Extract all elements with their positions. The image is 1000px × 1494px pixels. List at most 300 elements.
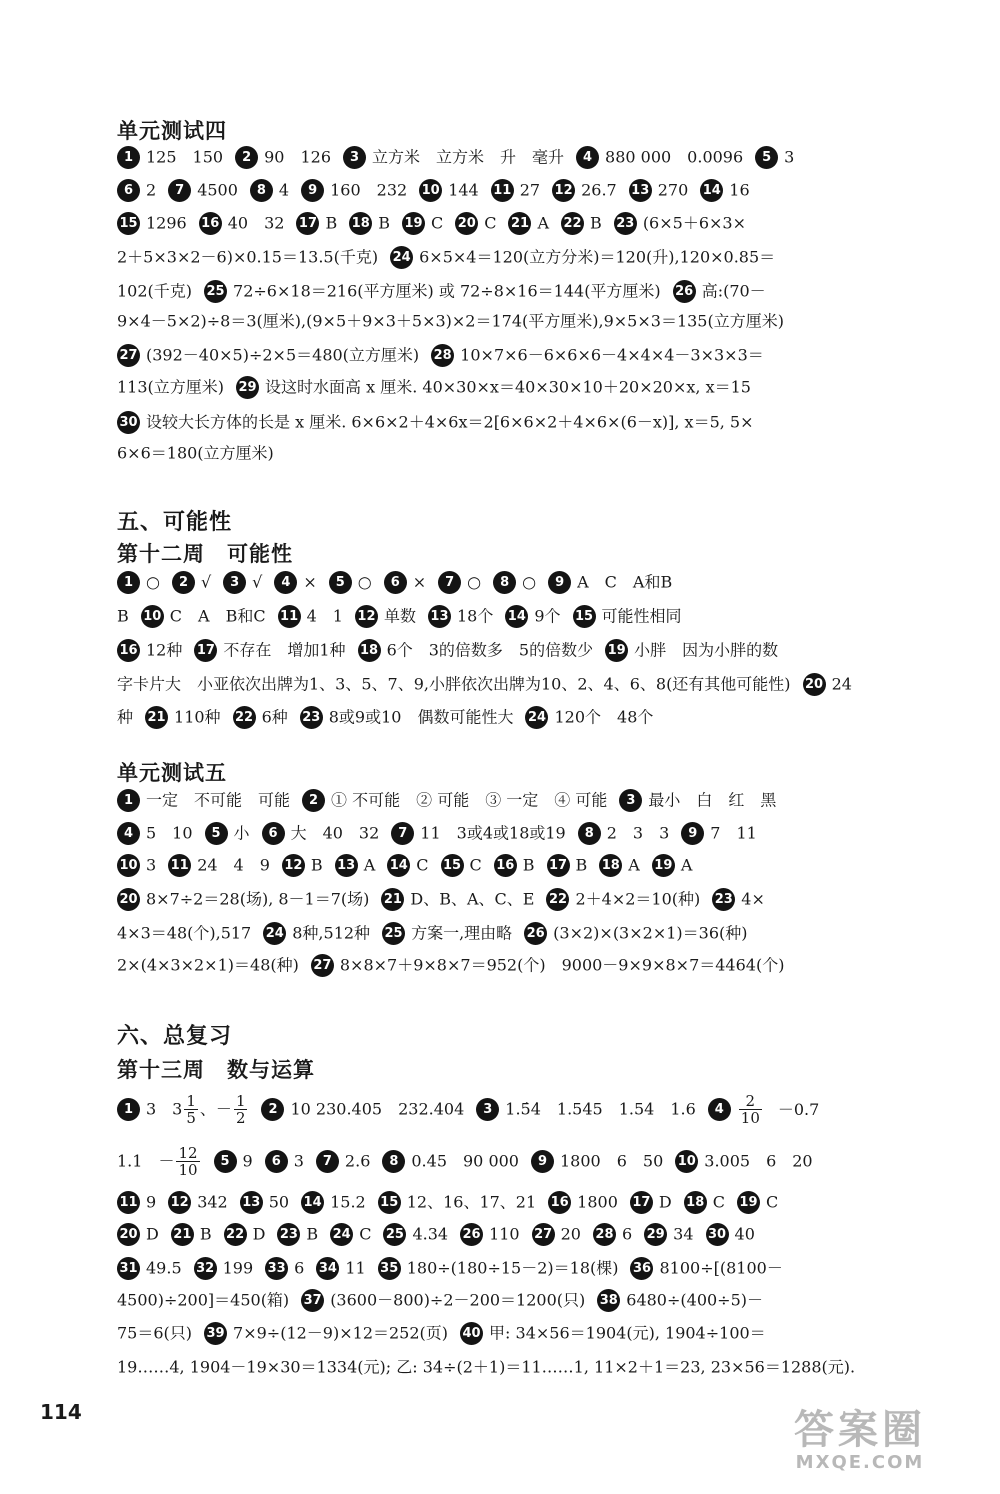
question-number-badge: 29 [644, 1223, 667, 1246]
question-number-badge: 19 [737, 1191, 760, 1214]
answer-item [505, 601, 560, 631]
answer-item [172, 567, 211, 597]
answer-text: 342 [197, 1192, 228, 1212]
question-number-badge: 18 [349, 212, 372, 235]
answer-text: 1.1 － [117, 1151, 175, 1171]
answer-text: 甲: 34×56＝1904(元), 1904÷100＝ [489, 1323, 766, 1343]
answer-text: 10×7×6－6×6×6－4×4×4－3×3×3＝ [460, 345, 764, 365]
answer-item [491, 175, 540, 205]
answer-item [384, 567, 426, 597]
question-number-badge: 16 [494, 854, 517, 877]
answer-text: 种 [117, 707, 134, 727]
answer-item [117, 175, 156, 205]
answer-text: 9 [242, 1151, 253, 1171]
answer-item [329, 567, 372, 597]
answer-item [296, 208, 337, 238]
question-number-badge: 5 [205, 822, 228, 845]
answer-text: 1.5̇4̇ 1.545 1.54 1.6 [505, 1099, 696, 1119]
question-number-badge: 35 [378, 1257, 401, 1280]
answer-item [199, 208, 285, 238]
answer-line [117, 438, 952, 468]
answer-text: 8×7÷2＝28(场), 8－1＝7(场) [146, 889, 370, 909]
answer-item [316, 1146, 370, 1175]
question-number-badge: 5 [214, 1150, 237, 1173]
question-number-badge: 39 [204, 1322, 227, 1345]
answer-text: 6×6＝180(立方厘米) [117, 443, 274, 463]
answer-text: 最小 白 红 黑 [648, 790, 777, 810]
answer-text: 3 [293, 1151, 304, 1171]
answer-item [117, 1285, 289, 1315]
answer-item [117, 702, 133, 732]
answer-item [593, 1219, 632, 1249]
question-number-badge: 16 [117, 639, 140, 662]
answer-item [117, 306, 784, 336]
question-number-badge: 31 [117, 1257, 140, 1280]
answer-text: 2 [146, 180, 157, 200]
answer-item [282, 850, 323, 880]
question-number-badge: 22 [546, 888, 569, 911]
answer-text: 0.45 90 000 [411, 1151, 519, 1171]
answer-text: B [325, 213, 338, 233]
question-number-badge: 8 [493, 571, 516, 594]
watermark-line-1: 答案圈 [794, 1407, 926, 1453]
answer-item [531, 1146, 663, 1175]
question-number-badge: 2 [172, 571, 195, 594]
answer-text: B [199, 1224, 212, 1244]
question-number-badge: 38 [597, 1289, 620, 1312]
answer-item [597, 1285, 763, 1315]
answer-text: 设较大长方体的长是 x 厘米. 6×6×2＋4×6x＝2[6×6×2＋4×6×(6－x)], x＝5, 5× [146, 412, 754, 432]
answer-item [117, 1318, 192, 1348]
answer-text: 110种 [174, 707, 221, 727]
answer-item [599, 850, 640, 880]
question-number-badge: 30 [706, 1223, 729, 1246]
question-number-badge: 9 [548, 571, 571, 594]
answer-text: B [378, 213, 390, 233]
answer-text: D、B、A、C、E [410, 889, 535, 909]
answer-item [233, 702, 288, 732]
question-number-badge: 5 [329, 571, 352, 594]
answer-item [117, 407, 754, 437]
question-number-badge: 19 [402, 212, 425, 235]
answer-item [508, 208, 549, 238]
fraction-numerator: 2 [739, 1093, 762, 1110]
answer-text: 高:(70－ [701, 281, 766, 301]
question-number-badge: 6 [265, 1150, 288, 1173]
answer-line [117, 702, 952, 732]
answer-text: 180÷(180÷15－2)＝18(棵) [406, 1258, 619, 1278]
answer-text: 8或9或10 偶数可能性大 [328, 707, 514, 727]
question-number-badge: 12 [282, 854, 305, 877]
answer-text: 16 [729, 180, 750, 200]
answer-item [265, 1146, 304, 1175]
question-number-badge: 22 [224, 1223, 247, 1246]
answer-line [117, 340, 952, 370]
answer-item [619, 785, 776, 815]
answer-text: A [628, 855, 640, 875]
question-number-badge: 15 [441, 854, 464, 877]
answer-text: 9×4－5×2)÷8＝3(厘米),(9×5＋9×3＋5×3)×2＝174(平方厘米),9×5×3＝135(立方厘米) [117, 311, 784, 331]
answer-text: 27 [519, 180, 541, 200]
question-number-badge: 7 [391, 822, 414, 845]
answer-text: 113(立方厘米) [117, 377, 225, 397]
answer-text: 120个 48个 [554, 707, 654, 727]
question-number-badge: 18 [358, 639, 381, 662]
question-number-badge: 36 [630, 1257, 653, 1280]
answer-text: ○ [146, 572, 160, 592]
fraction-denominator: 2 [235, 1109, 246, 1123]
answer-line [117, 407, 952, 437]
answer-item [460, 1219, 520, 1249]
answer-text: 270 [657, 180, 689, 200]
answer-text: C [359, 1224, 372, 1244]
answer-item [383, 1219, 448, 1249]
question-number-badge: 8 [382, 1150, 405, 1173]
answer-text: B [522, 855, 535, 875]
question-number-badge: 11 [117, 1191, 140, 1214]
answer-text: 880 000 0.0096 [605, 147, 744, 167]
question-number-badge: 1 [117, 571, 140, 594]
answer-text-after: －0.7 [777, 1099, 820, 1119]
answer-item [300, 702, 514, 732]
question-number-badge: 2 [261, 1098, 284, 1121]
answer-text: 1800 [577, 1192, 618, 1212]
answer-item [301, 1285, 585, 1315]
question-number-badge: 6 [117, 179, 140, 202]
question-number-badge: 26 [460, 1223, 483, 1246]
fraction [184, 1093, 198, 1123]
answer-text: B [310, 855, 323, 875]
answer-item [652, 850, 693, 880]
answer-item [117, 669, 791, 699]
answer-item [224, 1219, 266, 1249]
question-number-badge: 1 [117, 146, 140, 169]
question-number-badge: 12 [355, 605, 378, 628]
question-number-badge: 16 [548, 1191, 571, 1214]
answer-text: √ [252, 572, 263, 592]
answer-item [525, 702, 653, 732]
answer-text: 26.7 [581, 180, 617, 200]
question-number-badge: 14 [505, 605, 528, 628]
answer-item [117, 1145, 202, 1175]
answer-text: 50 [268, 1192, 290, 1212]
question-number-badge: 2 [235, 146, 258, 169]
answer-item [675, 1146, 812, 1175]
answer-item [117, 1187, 156, 1217]
question-number-badge: 12 [168, 1191, 191, 1214]
answer-item [803, 669, 852, 699]
answer-item [250, 175, 289, 205]
question-number-badge: 11 [278, 605, 301, 628]
answer-text: 3 3 [146, 1099, 183, 1119]
answer-line [117, 1187, 952, 1217]
answer-text: 24 [831, 674, 852, 694]
question-number-badge: 17 [194, 639, 217, 662]
heading-unit-test-4: 单元测试四 [117, 119, 227, 143]
question-number-badge: 9 [681, 822, 704, 845]
answer-item [316, 1253, 365, 1283]
answer-item [605, 635, 778, 665]
answer-item [573, 601, 682, 631]
answer-line [117, 208, 952, 238]
answer-line [117, 918, 952, 948]
answer-item [117, 918, 251, 948]
answer-item [548, 567, 672, 597]
answer-item [700, 175, 749, 205]
answer-text: B [117, 606, 129, 626]
answer-text: 8种,512种 [292, 923, 371, 943]
answer-item [630, 1253, 782, 1283]
answer-item [335, 850, 376, 880]
question-number-badge: 25 [383, 1223, 406, 1246]
question-number-badge: 8 [578, 822, 601, 845]
answer-item [117, 850, 156, 880]
question-number-badge: 23 [712, 888, 735, 911]
answer-item [205, 818, 250, 848]
answer-item [194, 635, 345, 665]
answer-item [349, 208, 390, 238]
answer-text: C [765, 1192, 779, 1212]
answer-item [117, 142, 223, 172]
question-number-badge: 20 [117, 1223, 140, 1246]
question-number-badge: 18 [599, 854, 622, 877]
answer-text: A [680, 855, 693, 875]
answer-text: 2 3 3 [606, 823, 670, 843]
answer-item [391, 818, 565, 848]
answer-text: 12种 [146, 640, 183, 660]
answer-text: 可能性相同 [601, 606, 682, 626]
answer-text: (3600－800)÷2－200＝1200(只) [330, 1290, 586, 1310]
answer-text: 4500)÷200]＝450(箱) [117, 1290, 290, 1310]
answer-item [387, 850, 428, 880]
question-number-badge: 21 [381, 888, 404, 911]
answer-text: 5 10 [146, 823, 193, 843]
answer-item [301, 1187, 366, 1217]
answer-item [117, 567, 160, 597]
answer-text: 1296 [146, 213, 187, 233]
question-number-badge: 15 [117, 212, 140, 235]
answer-text: 6480÷(400÷5)－ [626, 1290, 764, 1310]
answer-text: 49.5 [146, 1258, 182, 1278]
answer-text: ○ [357, 572, 372, 592]
question-number-badge: 3 [619, 789, 642, 812]
answer-item [262, 818, 380, 848]
question-number-badge: 24 [390, 246, 413, 269]
answer-text: A C A和B [577, 572, 673, 592]
question-number-badge: 4 [274, 571, 297, 594]
answer-item [630, 1187, 672, 1217]
answer-text: 4× [741, 889, 765, 909]
question-number-badge: 10 [141, 605, 164, 628]
answer-item [381, 884, 534, 914]
answer-item [117, 635, 182, 665]
question-number-badge: 6 [262, 822, 285, 845]
answer-text: ① 不可能 ② 可能 ③ 一定 ④ 可能 [331, 790, 608, 810]
answer-text: 10 230.405 232.404 [290, 1099, 465, 1119]
question-number-badge: 4 [708, 1098, 731, 1121]
answer-item [117, 818, 193, 848]
answer-item [460, 1318, 766, 1348]
answer-item [117, 1253, 182, 1283]
answer-item [629, 175, 689, 205]
answer-text: C [416, 855, 429, 875]
answer-item [684, 1187, 725, 1217]
fraction-separator: 、－ [199, 1099, 232, 1119]
answer-line [117, 372, 952, 402]
question-number-badge: 32 [194, 1257, 217, 1280]
answer-item [302, 785, 607, 815]
answer-text: (3×2)×(3×2×1)＝36(种) [553, 923, 748, 943]
question-number-badge: 4 [576, 146, 599, 169]
answer-text: 9 [146, 1192, 157, 1212]
answer-item [378, 1253, 619, 1283]
question-number-badge: 19 [652, 854, 675, 877]
answer-item [117, 601, 129, 631]
answer-item [330, 1219, 371, 1249]
answer-text: 小胖 因为小胖的数 [634, 640, 779, 660]
answer-text: 102(千克) [117, 281, 193, 301]
question-number-badge: 20 [117, 888, 140, 911]
answer-item [455, 208, 496, 238]
question-number-badge: 13 [240, 1191, 263, 1214]
answer-item [117, 1219, 159, 1249]
question-number-badge: 21 [145, 706, 168, 729]
answer-text: C [469, 855, 482, 875]
answer-item [194, 1253, 254, 1283]
answer-item [532, 1219, 581, 1249]
answer-item [168, 1187, 228, 1217]
answer-item [355, 601, 416, 631]
question-number-badge: 9 [531, 1150, 554, 1173]
answer-text: 90 126 [264, 147, 331, 167]
question-number-badge: 1 [117, 789, 140, 812]
answer-item [117, 1093, 249, 1123]
answer-item [204, 276, 661, 306]
answer-item [240, 1187, 289, 1217]
answer-text: A [363, 855, 376, 875]
question-number-badge: 34 [316, 1257, 339, 1280]
answer-text: 大 40 32 [290, 823, 380, 843]
answer-line [117, 1318, 952, 1348]
question-number-badge: 13 [629, 179, 652, 202]
answer-item [117, 785, 290, 815]
question-number-badge: 4 [117, 822, 140, 845]
question-number-badge: 15 [378, 1191, 401, 1214]
answer-text: B [306, 1224, 319, 1244]
question-number-badge: 27 [311, 954, 334, 977]
answer-text: 19……4, 1904－19×30＝1334(元); 乙: 34÷(2＋1)＝11……1, 11×2＋1＝23, 23×56＝1288(元). [117, 1357, 856, 1377]
answer-text: 3.005 6 20 [704, 1151, 813, 1171]
answer-item [117, 242, 378, 272]
answer-text: 6 [621, 1224, 633, 1244]
answer-line [117, 1093, 952, 1123]
answer-line [117, 142, 952, 172]
question-number-badge: 26 [524, 922, 547, 945]
page-number: 114 [40, 1400, 82, 1424]
question-number-badge: 13 [335, 854, 358, 877]
answer-item [168, 175, 238, 205]
answer-line [117, 669, 952, 699]
question-number-badge: 1 [117, 1098, 140, 1121]
answer-text: D [658, 1192, 672, 1212]
answer-text: 6个 3的倍数多 5的倍数少 [386, 640, 594, 660]
answer-text: 6×5×4＝120(立方分米)＝120(升),120×0.85＝ [419, 247, 776, 267]
answer-text: (392－40×5)÷2×5＝480(立方厘米) [146, 345, 420, 365]
answer-text: C [484, 213, 497, 233]
answer-item [546, 884, 700, 914]
question-number-badge: 10 [675, 1150, 698, 1173]
answer-line [117, 1352, 952, 1382]
question-number-badge: 7 [168, 179, 191, 202]
question-number-badge: 23 [300, 706, 323, 729]
question-number-badge: 13 [428, 605, 451, 628]
fraction-numerator: 1 [235, 1093, 246, 1110]
question-number-badge: 18 [684, 1191, 707, 1214]
answer-item [428, 601, 493, 631]
heading-week-12: 第十二周 可能性 [117, 542, 293, 566]
answer-line [117, 635, 952, 665]
answer-text: C [430, 213, 444, 233]
answer-text: 40 [734, 1224, 755, 1244]
answer-text: 4 1 [306, 606, 343, 626]
answer-text: 125 150 [146, 147, 224, 167]
question-number-badge: 28 [431, 344, 454, 367]
answer-item [561, 208, 602, 238]
answer-item [755, 142, 794, 172]
answer-item [681, 818, 757, 848]
answer-text: ○ [467, 572, 482, 592]
question-number-badge: 29 [236, 376, 259, 399]
answer-text: C A B和C [169, 606, 266, 626]
answer-text: (6×5＋6×3× [642, 213, 746, 233]
answer-text: 144 [448, 180, 479, 200]
answer-item [431, 340, 764, 370]
question-number-badge: 23 [277, 1223, 300, 1246]
answer-item [552, 175, 617, 205]
answer-item [382, 918, 512, 948]
answer-item [548, 1187, 618, 1217]
answer-item [493, 567, 536, 597]
answer-item [117, 1352, 855, 1382]
question-number-badge: 9 [301, 179, 324, 202]
answer-item [419, 175, 479, 205]
question-number-badge: 12 [552, 179, 575, 202]
fraction [176, 1145, 199, 1175]
answer-text: 11 3或4或18或19 [420, 823, 566, 843]
answer-text: √ [200, 572, 212, 592]
answer-text: 18个 [456, 606, 494, 626]
answer-item [476, 1094, 696, 1123]
question-number-badge: 14 [387, 854, 410, 877]
answer-line [117, 785, 952, 815]
answer-text: 20 [560, 1224, 581, 1244]
answer-line [117, 276, 952, 306]
answer-item [117, 372, 224, 402]
answer-text: × [303, 572, 317, 592]
question-number-badge: 20 [803, 673, 826, 696]
answer-text: 单数 [383, 606, 416, 626]
answer-text: 199 [222, 1258, 254, 1278]
question-number-badge: 7 [438, 571, 461, 594]
answer-line [117, 175, 952, 205]
question-number-badge: 14 [700, 179, 723, 202]
question-number-badge: 22 [561, 212, 584, 235]
question-number-badge: 24 [525, 706, 548, 729]
question-number-badge: 17 [630, 1191, 653, 1214]
answer-item [261, 1094, 464, 1123]
answer-item [263, 918, 370, 948]
question-number-badge: 14 [301, 1191, 324, 1214]
